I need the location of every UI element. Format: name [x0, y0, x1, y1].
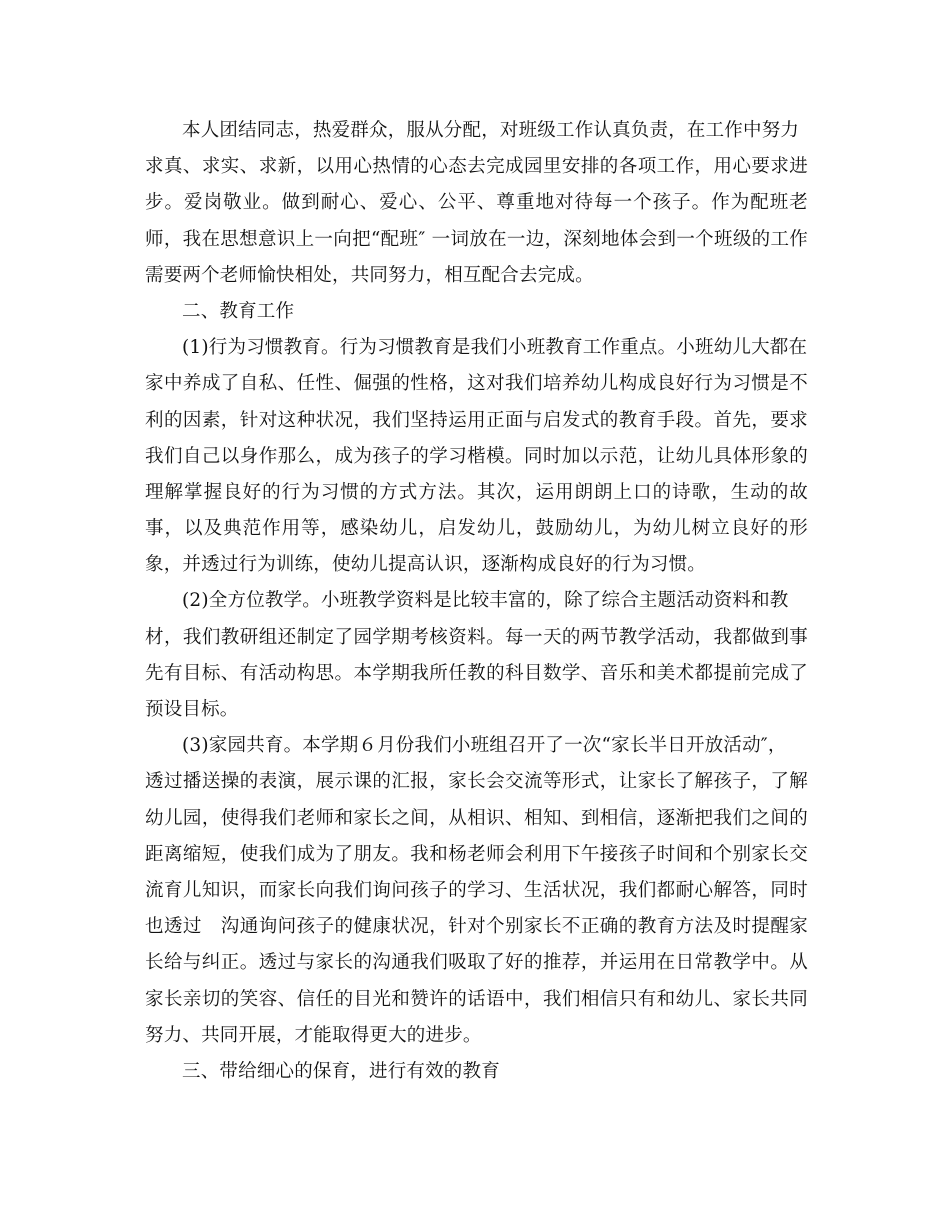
- paragraph-line: 理解掌握良好的行为习惯的方式方法。其次，运用朗朗上口的诗歌，生动的故: [145, 481, 808, 503]
- paragraph-line: 求真、求实、求新，以用心热情的心态去完成园里安排的各项工作，用心要求进: [145, 156, 808, 178]
- section-heading: 二、教育工作: [182, 300, 295, 322]
- paragraph-line: 努力、共同开展，才能取得更大的进步。: [145, 1024, 482, 1046]
- paragraph-line: 步。爱岗敬业。做到耐心、爱心、公平、尊重地对待每一个孩子。作为配班老: [145, 192, 808, 214]
- paragraph-line: 距离缩短，使我们成为了朋友。我和杨老师会利用下午接孩子时间和个别家长交: [145, 843, 808, 865]
- paragraph-line: 需要两个老师愉快相处，共同努力，相互配合去完成。: [145, 264, 594, 286]
- paragraph-line: 先有目标、有活动构思。本学期我所任教的科目数学、音乐和美术都提前完成了: [145, 662, 808, 684]
- paragraph-line: 材，我们教研组还制定了园学期考核资料。每一天的两节教学活动，我都做到事: [145, 626, 808, 648]
- paragraph-line: 事，以及典范作用等，感染幼儿，启发幼儿，鼓励幼儿，为幼儿树立良好的形: [145, 518, 808, 540]
- paragraph-line: 家长亲切的笑容、信任的目光和赞许的话语中，我们相信只有和幼儿、家长共同: [145, 988, 808, 1010]
- paragraph-line: 利的因素，针对这种状况，我们坚持运用正面与启发式的教育手段。首先，要求: [145, 409, 808, 431]
- paragraph-line: (2)全方位教学。小班教学资料是比较丰富的，除了综合主题活动资料和教: [182, 590, 789, 612]
- paragraph-line: (3)家园共育。本学期６月份我们小班组召开了一次“家长半日开放活动″，: [182, 735, 787, 757]
- paragraph-line: 象，并透过行为训练，使幼儿提高认识，逐渐构成良好的行为习惯。: [145, 554, 707, 576]
- paragraph-line: 师，我在思想意识上一向把“配班″ 一词放在一边，深刻地体会到一个班级的工作: [145, 228, 808, 250]
- paragraph-line: 预设目标。: [145, 699, 239, 720]
- paragraph-line: 幼儿园，使得我们老师和家长之间，从相识、相知、到相信，逐渐把我们之间的: [145, 807, 808, 829]
- paragraph-line: 长给与纠正。透过与家长的沟通我们吸取了好的推荐，并运用在日常教学中。从: [145, 952, 808, 974]
- paragraph-line: 透过播送操的表演，展示课的汇报，家长会交流等形式，让家长了解孩子，了解: [145, 771, 808, 793]
- paragraph-line: 本人团结同志，热爱群众，服从分配，对班级工作认真负责，在工作中努力: [182, 120, 800, 141]
- section-heading: 三、带给细心的保育，进行有效的教育: [182, 1060, 500, 1082]
- paragraph-line: (1)行为习惯教育。行为习惯教育是我们小班教育工作重点。小班幼儿大都在: [182, 337, 808, 359]
- paragraph-line: 也透过 沟通询问孩子的健康状况，针对个别家长不正确的教育方法及时提醒家: [145, 916, 808, 938]
- document-body: [145, 113, 815, 1090]
- paragraph-line: 我们自己以身作那么，成为孩子的学习楷模。同时加以示范，让幼儿具体形象的: [145, 445, 808, 467]
- paragraph-line: 家中养成了自私、任性、倔强的性格，这对我们培养幼儿构成良好行为习惯是不: [145, 373, 808, 395]
- paragraph-line: 流育儿知识，而家长向我们询问孩子的学习、生活状况，我们都耐心解答，同时: [145, 879, 808, 901]
